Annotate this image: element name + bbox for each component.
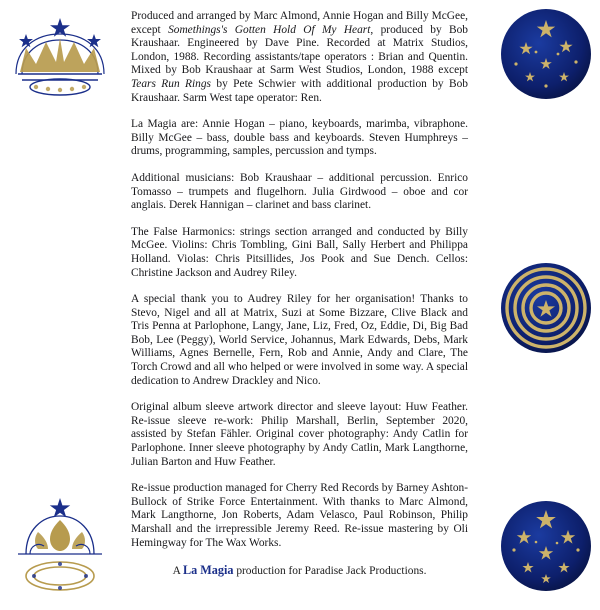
text-segment: Produced and arranged by Marc Almond, Annie Hogan and Billy McGee, except: [131, 10, 468, 36]
credits-paragraph-reissue-production: Re-issue production managed for Cherry Red Records by Barney Ashton-Bullock of Strike Force Entertainment. With thanks to Marc Almond, Mark Langthorne, Jon Roberts, Adam Velasco, Paul Robinson, Philip Marshall and the irrepressible Jeremy Reed. Re-issue mastering by Oli Hemingway for The Wax Works.: [131, 482, 468, 549]
final-line-prefix: A: [172, 565, 184, 578]
star-disc-icon: [500, 8, 592, 100]
star-disc-icon: [500, 500, 592, 592]
song-title-somethings-gotten-hold-of-my-heart: Somethings's Gotten Hold Of My Heart: [168, 23, 371, 36]
credits-paragraph-artwork: Original album sleeve artwork director and sleeve layout: Huw Feather. Re-issue sleeve re-work: Philip Marshall, Berlin, September 2020, assisted by Stefan Fähler. Original cover photography: Andy Catlin for Parlophone. Inner sleeve photography by Andy Catlin, Mark Langthorne, Julian Barton and Huw Feather.: [131, 401, 468, 468]
production-credit-line: [131, 563, 468, 578]
credits-paragraph-additional-musicians: Additional musicians: Bob Kraushaar – additional percussion. Enrico Tomasso – trumpets and flugelhorn. Julia Girdwood – oboe and cor anglais. Derek Hannigan – clarinet and bass clarinet.: [131, 171, 468, 212]
credits-paragraph-false-harmonics: The False Harmonics: strings section arranged and conducted by Billy McGee. Violins: Chris Tombling, Gini Ball, Sally Herbert and Philippa Holland. Violas: Chris Pitsillides, Jos Pook and Sue Dench. Cellos: Christine Jackson and Audrey Riley.: [131, 225, 468, 279]
crown-emblem-icon: [6, 12, 114, 104]
credits-paragraph-production: [131, 10, 468, 105]
credits-paragraph-band-lineup: La Magia are: Annie Hogan – piano, keyboards, marimba, vibraphone. Billy McGee – bass, double bass and keyboards. Steven Humphreys – drums, programming, samples, percussion and tymps.: [131, 118, 468, 158]
text-segment: , produced by Bob Kraushaar. Engineered by Dave Pine. Recorded at Matrix Studios, London, 1988. Recording assistants/tape operators : Brian and Quentin. Mixed by Bob Kraushaar at Sarm West Studios, London, 1988 except: [131, 23, 469, 77]
final-line-suffix: production for Paradise Jack Productions.: [233, 565, 427, 578]
song-title-tears-run-rings: Tears Run Rings: [131, 77, 211, 90]
text-segment: by Pete Schwier with additional production by Bob Kraushaar. Sarm West tape operator: Ren.: [131, 77, 469, 104]
brand-name-la-magia: La Magia: [183, 563, 234, 578]
crest-emblem-icon: [4, 496, 116, 602]
credits-text-column: [131, 10, 468, 590]
target-disc-icon: [500, 262, 592, 354]
credits-paragraph-thanks: A special thank you to Audrey Riley for her organisation! Thanks to Stevo, Nigel and all at Matrix, Suzi at Some Bizzare, Clive Black and Tris Penna at Parlophone, Langy, Jane, Liz, Fred, Oz, Eddie, Di, Big Bad Bob, Lee (Peggy), World Service, Johannus, Mark Edwards, Debs, Mark Williams, Agnes Bernelle, Fern, Rob and Annie, Andy and Clare, The Torch Crowd and all who helped or were involved in some way. A special dedication to Andrew Drackley and Nico.: [131, 293, 468, 387]
